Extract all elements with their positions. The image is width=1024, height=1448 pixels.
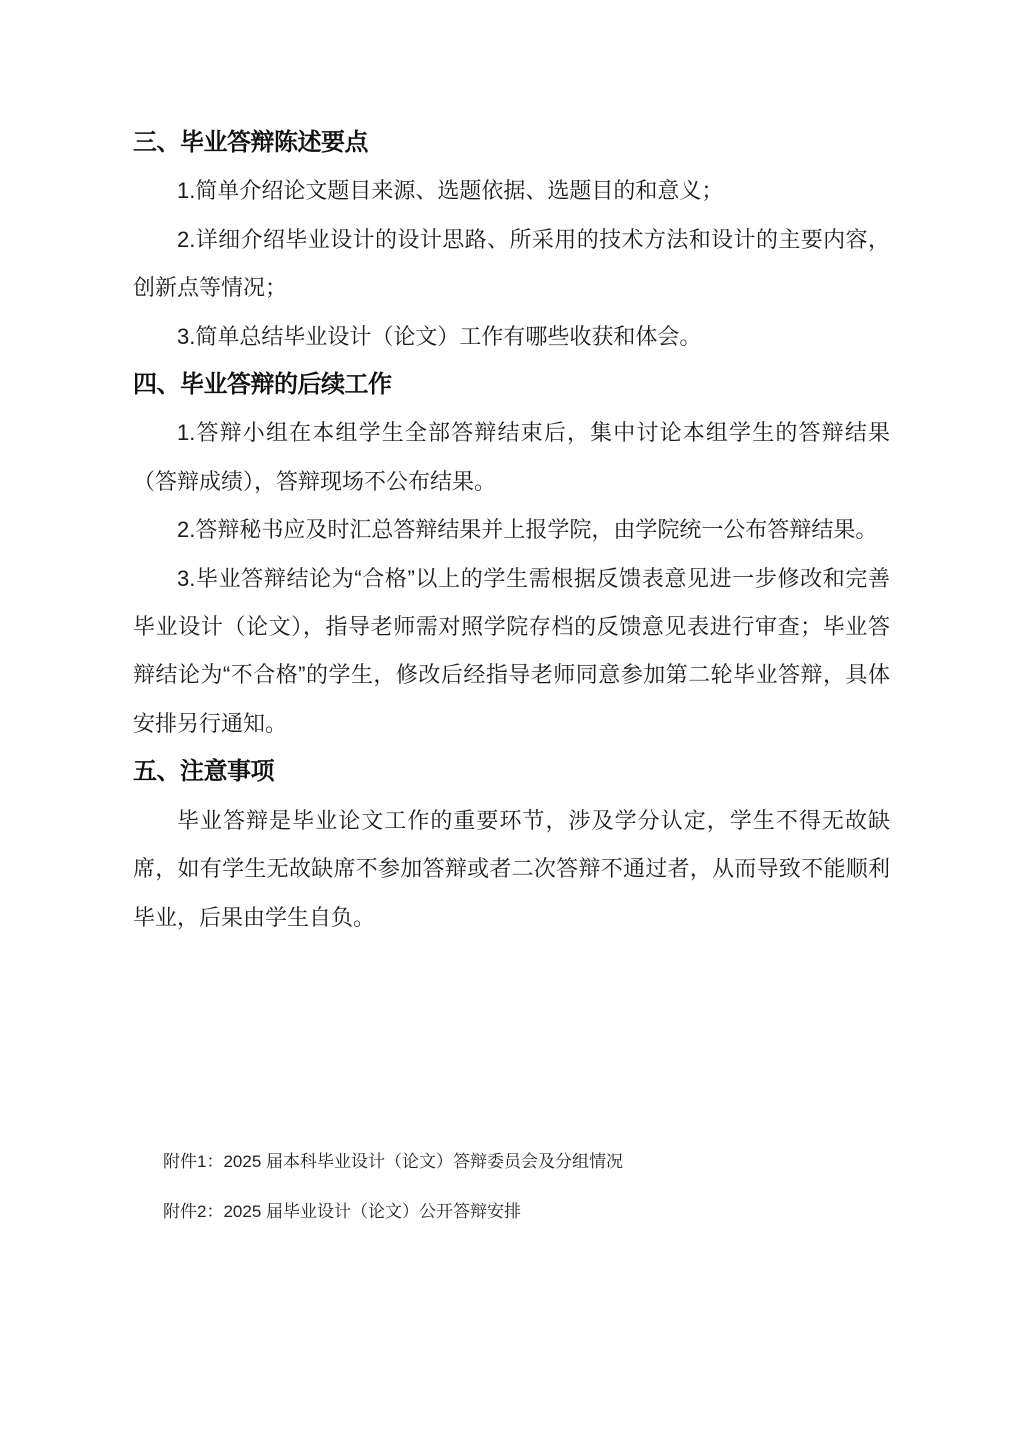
section-5-paragraph-1: 毕业答辩是毕业论文工作的重要环节，涉及学分认定，学生不得无故缺席，如有学生无故缺席不参加答辩或者二次答辩不通过者，从而导致不能顺利毕业，后果由学生自负。 xyxy=(133,807,890,930)
attachment-2: 附件2：2025 届毕业设计（论文）公开答辩安排 xyxy=(163,1201,521,1221)
section-3-paragraph-3: 3.简单总结毕业设计（论文）工作有哪些收获和体会。 xyxy=(177,323,702,349)
section-3-paragraph-1: 1.简单介绍论文题目来源、选题依据、选题目的和意义； xyxy=(177,178,724,204)
section-4-heading: 四、毕业答辩的后续工作 xyxy=(133,371,392,399)
section-5-heading: 五、注意事项 xyxy=(133,758,274,786)
section-3-paragraph-2: 2.详细介绍毕业设计的设计思路、所采用的技术方法和设计的主要内容，创新点等情况； xyxy=(133,226,890,301)
section-4-paragraph-2: 2.答辩秘书应及时汇总答辩结果并上报学院，由学院统一公布答辩结果。 xyxy=(177,517,878,543)
section-4-paragraph-1: 1.答辩小组在本组学生全部答辩结束后，集中讨论本组学生的答辩结果（答辩成绩），答辩现场不公布结果。 xyxy=(133,420,890,494)
section-4-paragraph-3: 3.毕业答辩结论为“合格”以上的学生需根据反馈表意见进一步修改和完善毕业设计（论文），指导老师需对照学院存档的反馈意见表进行审查；毕业答辩结论为“不合格”的学生，修改后经指导老师同意参加第二轮毕业答辩，具体安排另行通知。 xyxy=(133,565,890,736)
attachment-1: 附件1：2025 届本科毕业设计（论文）答辩委员会及分组情况 xyxy=(163,1151,623,1171)
attachments-block xyxy=(133,1137,890,1237)
section-3-heading: 三、毕业答辩陈述要点 xyxy=(133,129,368,156)
